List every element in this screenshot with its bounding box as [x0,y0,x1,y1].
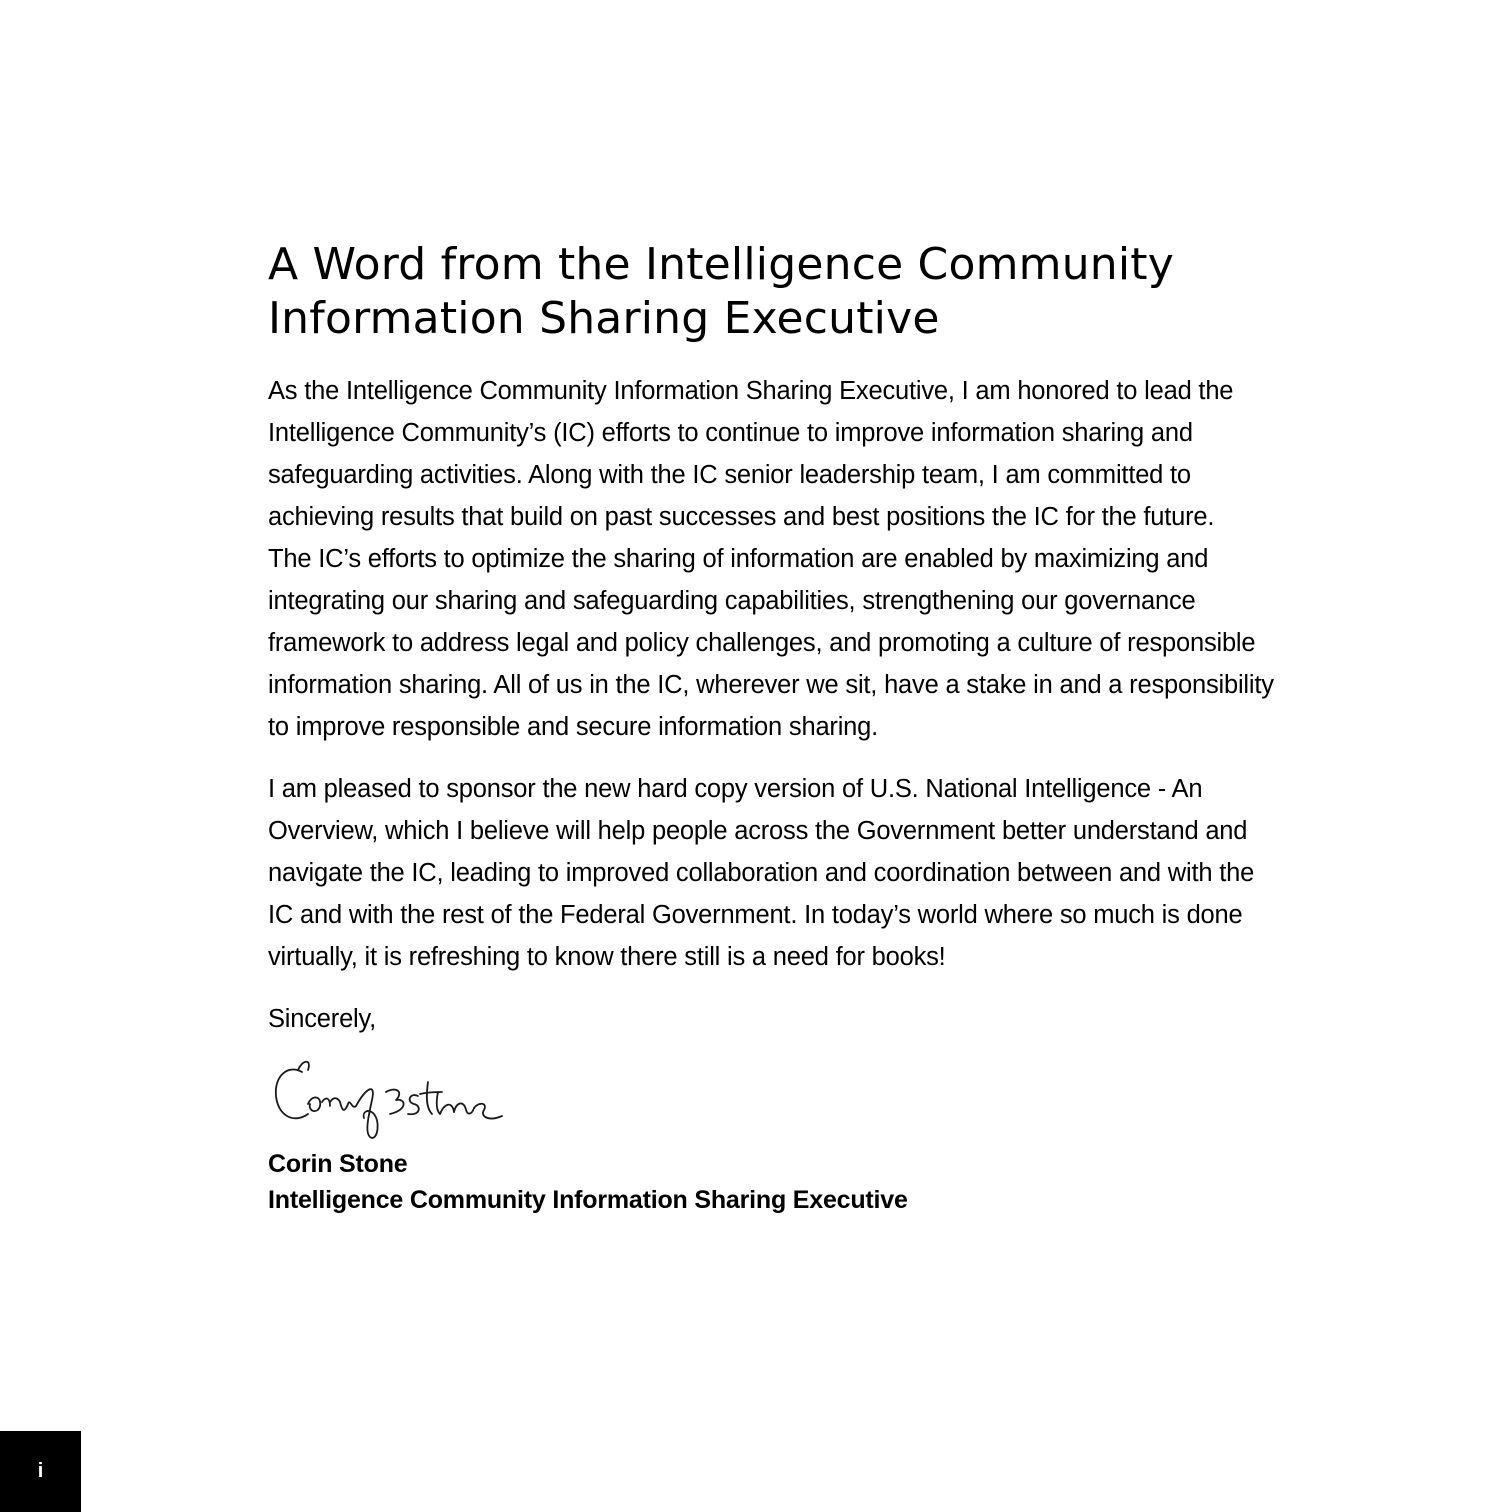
paragraph-line: integrating our sharing and safeguarding capabilities, strengthening our governance [268,587,1196,615]
signature-image [268,1052,528,1148]
signer-name: Corin Stone [268,1150,408,1178]
paragraph-line: As the Intelligence Community Information Sharing Executive, I am honored to lead the [268,377,1234,405]
paragraph-line: IC and with the rest of the Federal Government. In today’s world where so much is done [268,901,1243,929]
paragraph-line: safeguarding activities. Along with the IC senior leadership team, I am committed to [268,461,1191,489]
letter [268,238,1388,1218]
signer-block [268,1146,1388,1218]
title-line: A Word from the Intelligence Community [268,239,1174,290]
paragraph-intro [268,370,1388,748]
paragraph-line: navigate the IC, leading to improved collaboration and coordination between and with the [268,859,1255,887]
page-title [268,238,1388,346]
paragraph-line: I am pleased to sponsor the new hard copy version of U.S. National Intelligence - An [268,775,1203,803]
page-number: i [37,1460,44,1482]
paragraph-line: The IC’s efforts to optimize the sharing of information are enabled by maximizing and [268,545,1209,573]
paragraph-line: framework to address legal and policy challenges, and promoting a culture of responsible [268,629,1256,657]
page-number-tab [0,1431,81,1512]
paragraph-line: to improve responsible and secure information sharing. [268,713,879,741]
paragraph-line: virtually, it is refreshing to know there still is a need for books! [268,943,946,971]
paragraph-line: Intelligence Community’s (IC) efforts to continue to improve information sharing and [268,419,1193,447]
paragraph-line: achieving results that build on past successes and best positions the IC for the future. [268,503,1215,531]
closing-salutation: Sincerely, [268,1005,377,1033]
title-line: Information Sharing Executive [268,293,940,344]
paragraph-line: information sharing. All of us in the IC, wherever we sit, have a stake in and a responsibility [268,671,1274,699]
paragraph-sponsor [268,768,1388,978]
signer-title: Intelligence Community Information Sharing Executive [268,1186,908,1214]
paragraph-line: Overview, which I believe will help people across the Government better understand and [268,817,1248,845]
